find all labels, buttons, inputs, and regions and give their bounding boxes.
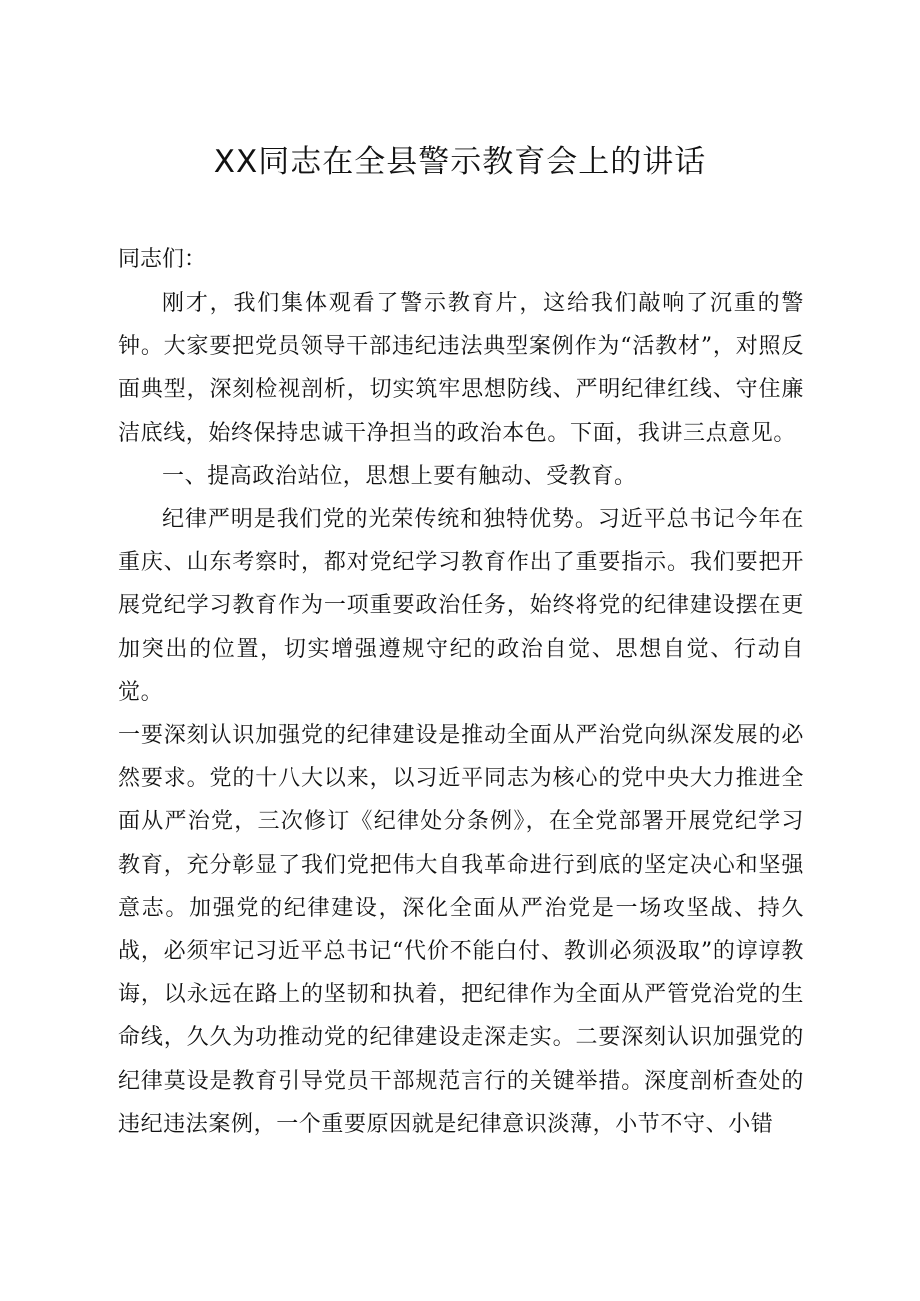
paragraph-point-one: 一要深刻认识加强党的纪律建设是推动全面从严治党向纵深发展的必然要求。党的十八大以来，以习近平同志为核心的党中央大力推进全面从严治党，三次修订《纪律处分条例》，在全党部署开展党纪学习教育，充分彰显了我们党把伟大自我革命进行到底的坚定决心和坚强意志。加强党的纪律建设，深化全面从严治党是一场攻坚战、持久战，必须牢记习近平总书记“代价不能白付、教训必须汲取”的谆谆教诲，以永远在路上的坚韧和执着，把纪律作为全面从严管党治党的生命线，久久为功推动党的纪律建设走深走实。二要深刻认识加强党的纪律莫设是教育引导党员干部规范言行的关键举措。深度剖析查处的违纪违法案例，一个重要原因就是纪律意识淡薄，小节不守、小错 [118, 723, 804, 1137]
paragraph-discipline: 纪律严明是我们党的光荣传统和独特优势。习近平总书记今年在重庆、山东考察时，都对党纪学习教育作出了重要指示。我们要把开展党纪学习教育作为一项重要政治任务，始终将党的纪律建设摆在更加突出的位置，切实增强遵规守纪的政治自觉、思想自觉、行动自觉。 [118, 507, 804, 705]
document-title: XX同志在全县警示教育会上的讲话 [213, 144, 707, 180]
paragraph-opening: 刚才，我们集体观看了警示教育片，这给我们敲响了沉重的警钟。大家要把党员领导干部违纪违法典型案例作为“活教材”，对照反面典型，深刻检视剖析，切实筑牢思想防线、严明纪律红线、守住廉洁底线，始终保持忠诚干净担当的政治本色。下面，我讲三点意见。 [118, 291, 804, 446]
greeting: 同志们： [118, 247, 207, 272]
document-body [118, 282, 804, 1146]
section-heading-1: 一、提高政治站位，思想上要有触动、受教育。 [162, 463, 637, 489]
